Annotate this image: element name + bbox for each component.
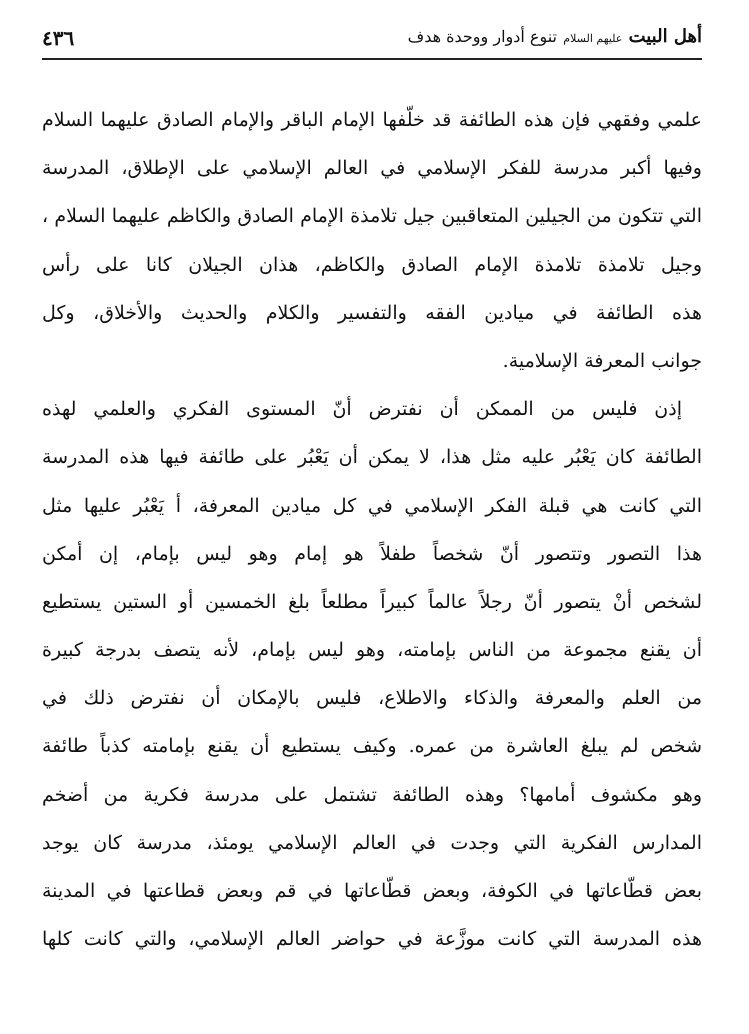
text-line: بعض قطّاعاتها في الكوفة، وبعض قطّاعاتها في قم وبعض قطاعتها في المدينة	[42, 880, 702, 902]
text-line: التي كانت هي قبلة الفكر الإسلامي في كل ميادين المعرفة، أ يَعْبُر عليها مثل	[42, 494, 702, 517]
body-text	[42, 96, 702, 963]
text-line: هذا التصور وتتصور أنّ شخصاً طفلاً هو إمام وهو ليس بإمام، إن أمكن	[42, 542, 702, 565]
text-line: شخص لم يبلغ العاشرة من عمره. وكيف يستطيع أن يقنع بإمامته كذباً طائفة	[42, 735, 702, 758]
header-divider	[42, 58, 702, 60]
text-line: هذه المدرسة التي كانت موزَّعة في حواضر العالم الإسلامي، والتي كانت كلها	[42, 928, 702, 951]
text-line: وهو مكشوف أمامها؟ وهذه الطائفة تشتمل على مدرسة فكرية من أضخم	[42, 783, 702, 806]
text-line: هذه الطائفة في ميادين الفقه والتفسير والكلام والحديث والأخلاق، وكل	[42, 301, 702, 324]
text-line: وفيها أكبر مدرسة للفكر الإسلامي في العالم الإسلامي على الإطلاق، المدرسة	[42, 157, 702, 180]
text-line: إذن فليس من الممكن أن نفترض أنّ المستوى الفكري والعلمي لهذه	[42, 398, 682, 421]
text-line: من العلم والمعرفة والذكاء والاطلاع، فليس بالإمكان أن نفترض ذلك في	[42, 687, 702, 710]
text-line: أن يقنع مجموعة من الناس بإمامته، وهو ليس بإمام، لأنه يتصف بدرجة كبيرة	[42, 639, 702, 662]
header-title	[408, 26, 702, 47]
text-line: وجيل تلامذة تلامذة الإمام الصادق والكاظم، هذان الجيلان كانا على رأس	[42, 253, 702, 276]
text-line: جوانب المعرفة الإسلامية.	[502, 349, 702, 372]
honorific: عليهم السلام	[563, 32, 623, 45]
text-line: علمي وفقهي فإن هذه الطائفة قد خلّفها الإمام الباقر والإمام الصادق عليهما السلام	[42, 109, 702, 131]
running-header	[42, 18, 702, 58]
book-title: أهل البيت	[628, 26, 702, 47]
chapter-title: تنوع أدوار ووحدة هدف	[407, 27, 557, 46]
text-line: التي تتكون من الجيلين المتعاقبين جيل تلامذة الإمام الصادق والكاظم عليهما السلام ،	[42, 205, 702, 228]
text-line: المدارس الفكرية التي وجدت في العالم الإسلامي يومئذ، مدرسة كان يوجد	[42, 831, 702, 854]
text-line: الطائفة كان يَعْبُر عليه مثل هذا، لا يمكن أن يَعْبُر على طائفة فيها هذه المدرسة	[42, 446, 702, 469]
text-line: لشخص أنْ يتصور أنّ رجلاً عالماً كبيراً مطلعاً بلغ الخمسين أو الستين يستطيع	[42, 590, 702, 613]
page-number: ٤٣٦	[42, 26, 75, 50]
